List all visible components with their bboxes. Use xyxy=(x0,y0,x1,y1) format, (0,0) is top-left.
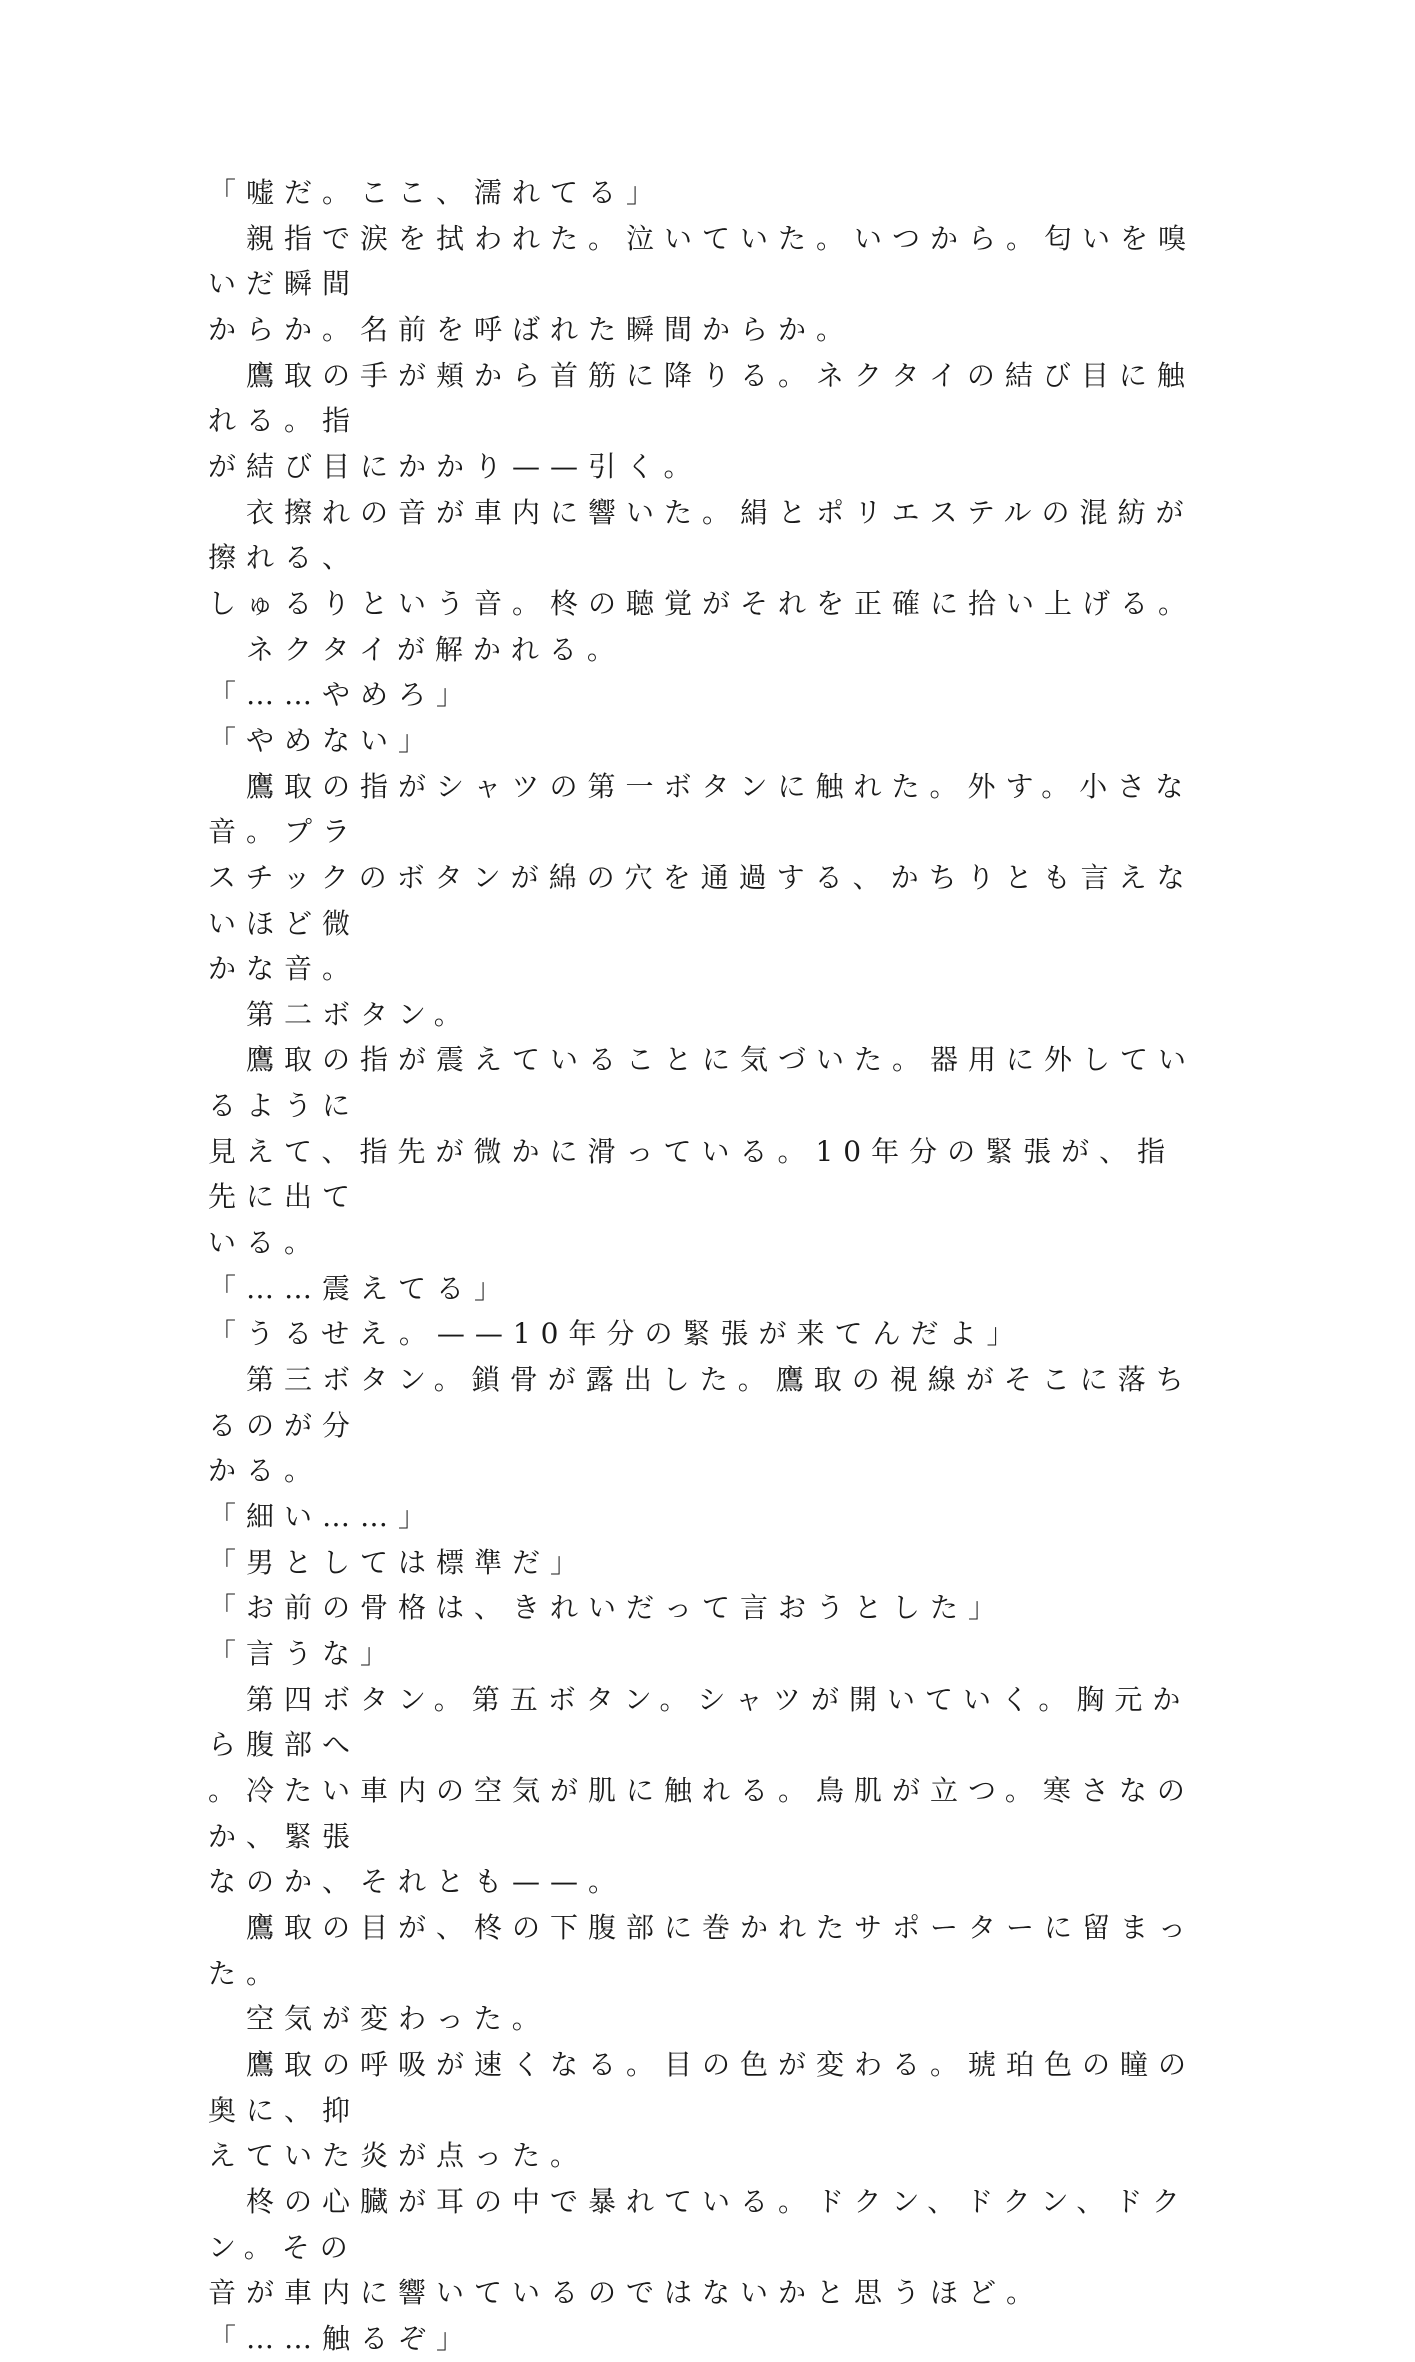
text-line: 「細い……」 xyxy=(208,1500,437,1534)
text-line: からか。名前を呼ばれた瞬間からか。 xyxy=(208,312,855,346)
text-line: 「やめない」 xyxy=(208,723,437,757)
text-line: 鷹取の手が頬から首筋に降りる。ネクタイの結び目に触れる。指 xyxy=(208,358,1195,438)
text-line: スチックのボタンが綿の穴を通過する、かちりとも言えないほど微 xyxy=(208,860,1195,940)
text-line: 「男としては標準だ」 xyxy=(208,1545,589,1579)
text-line: 第二ボタン。 xyxy=(208,997,472,1031)
text-line: 見えて、指先が微かに滑っている。10年分の緊張が、指先に出て xyxy=(208,1134,1176,1214)
text-line: 鷹取の目が、柊の下腹部に巻かれたサポーターに留まった。 xyxy=(208,1910,1197,1990)
text-line: 鷹取の呼吸が速くなる。目の色が変わる。琥珀色の瞳の奥に、抑 xyxy=(208,2047,1197,2127)
text-line: 「うるせえ。——10年分の緊張が来てんだよ」 xyxy=(208,1317,1025,1351)
text-line: 「嘘だ。ここ、濡れてる」 xyxy=(208,176,665,209)
text-line: 柊の心臓が耳の中で暴れている。ドクン、ドクン、ドクン。その xyxy=(208,2184,1190,2264)
text-line: かる。 xyxy=(208,1454,323,1488)
text-line: 第四ボタン。第五ボタン。シャツが開いていく。胸元から腹部へ xyxy=(208,1682,1191,1762)
text-line: が結び目にかかり——引く。 xyxy=(208,449,702,483)
text-line: しゅるりという音。柊の聴覚がそれを正確に拾い上げる。 xyxy=(208,586,1197,620)
text-line: 「言うな」 xyxy=(208,1637,399,1670)
text-line: かな音。 xyxy=(208,952,361,986)
text-line: ネクタイが解かれる。 xyxy=(208,632,625,666)
text-line: 「……やめろ」 xyxy=(208,678,475,712)
text-line: 第三ボタン。鎖骨が露出した。鷹取の視線がそこに落ちるのが分 xyxy=(208,1363,1194,1442)
text-line: 衣擦れの音が車内に響いた。絹とポリエステルの混紡が擦れる、 xyxy=(208,495,1194,575)
text-line: 音が車内に響いているのではないかと思うほど。 xyxy=(208,2276,1045,2310)
text-line: 「お前の骨格は、きれいだって言おうとした」 xyxy=(208,1591,1007,1625)
text-line: 鷹取の指がシャツの第一ボタンに触れた。外す。小さな音。プラ xyxy=(208,769,1194,849)
text-line: 「……触るぞ」 xyxy=(208,2321,475,2355)
text-line: なのか、それとも——。 xyxy=(208,1865,627,1899)
text-line: 親指で涙を拭われた。泣いていた。いつから。匂いを嗅いだ瞬間 xyxy=(208,221,1197,301)
document-page xyxy=(208,170,1198,2362)
text-line: いる。 xyxy=(208,1226,323,1260)
text-line: 。冷たい車内の空気が肌に触れる。鳥肌が立つ。寒さなのか、緊張 xyxy=(208,1773,1195,1853)
text-line: えていた炎が点った。 xyxy=(208,2139,589,2173)
text-line: 鷹取の指が震えていることに気づいた。器用に外しているように xyxy=(208,1043,1197,1123)
text-line: 「……震えてる」 xyxy=(208,1271,513,1305)
text-line: 空気が変わった。 xyxy=(208,2002,550,2036)
